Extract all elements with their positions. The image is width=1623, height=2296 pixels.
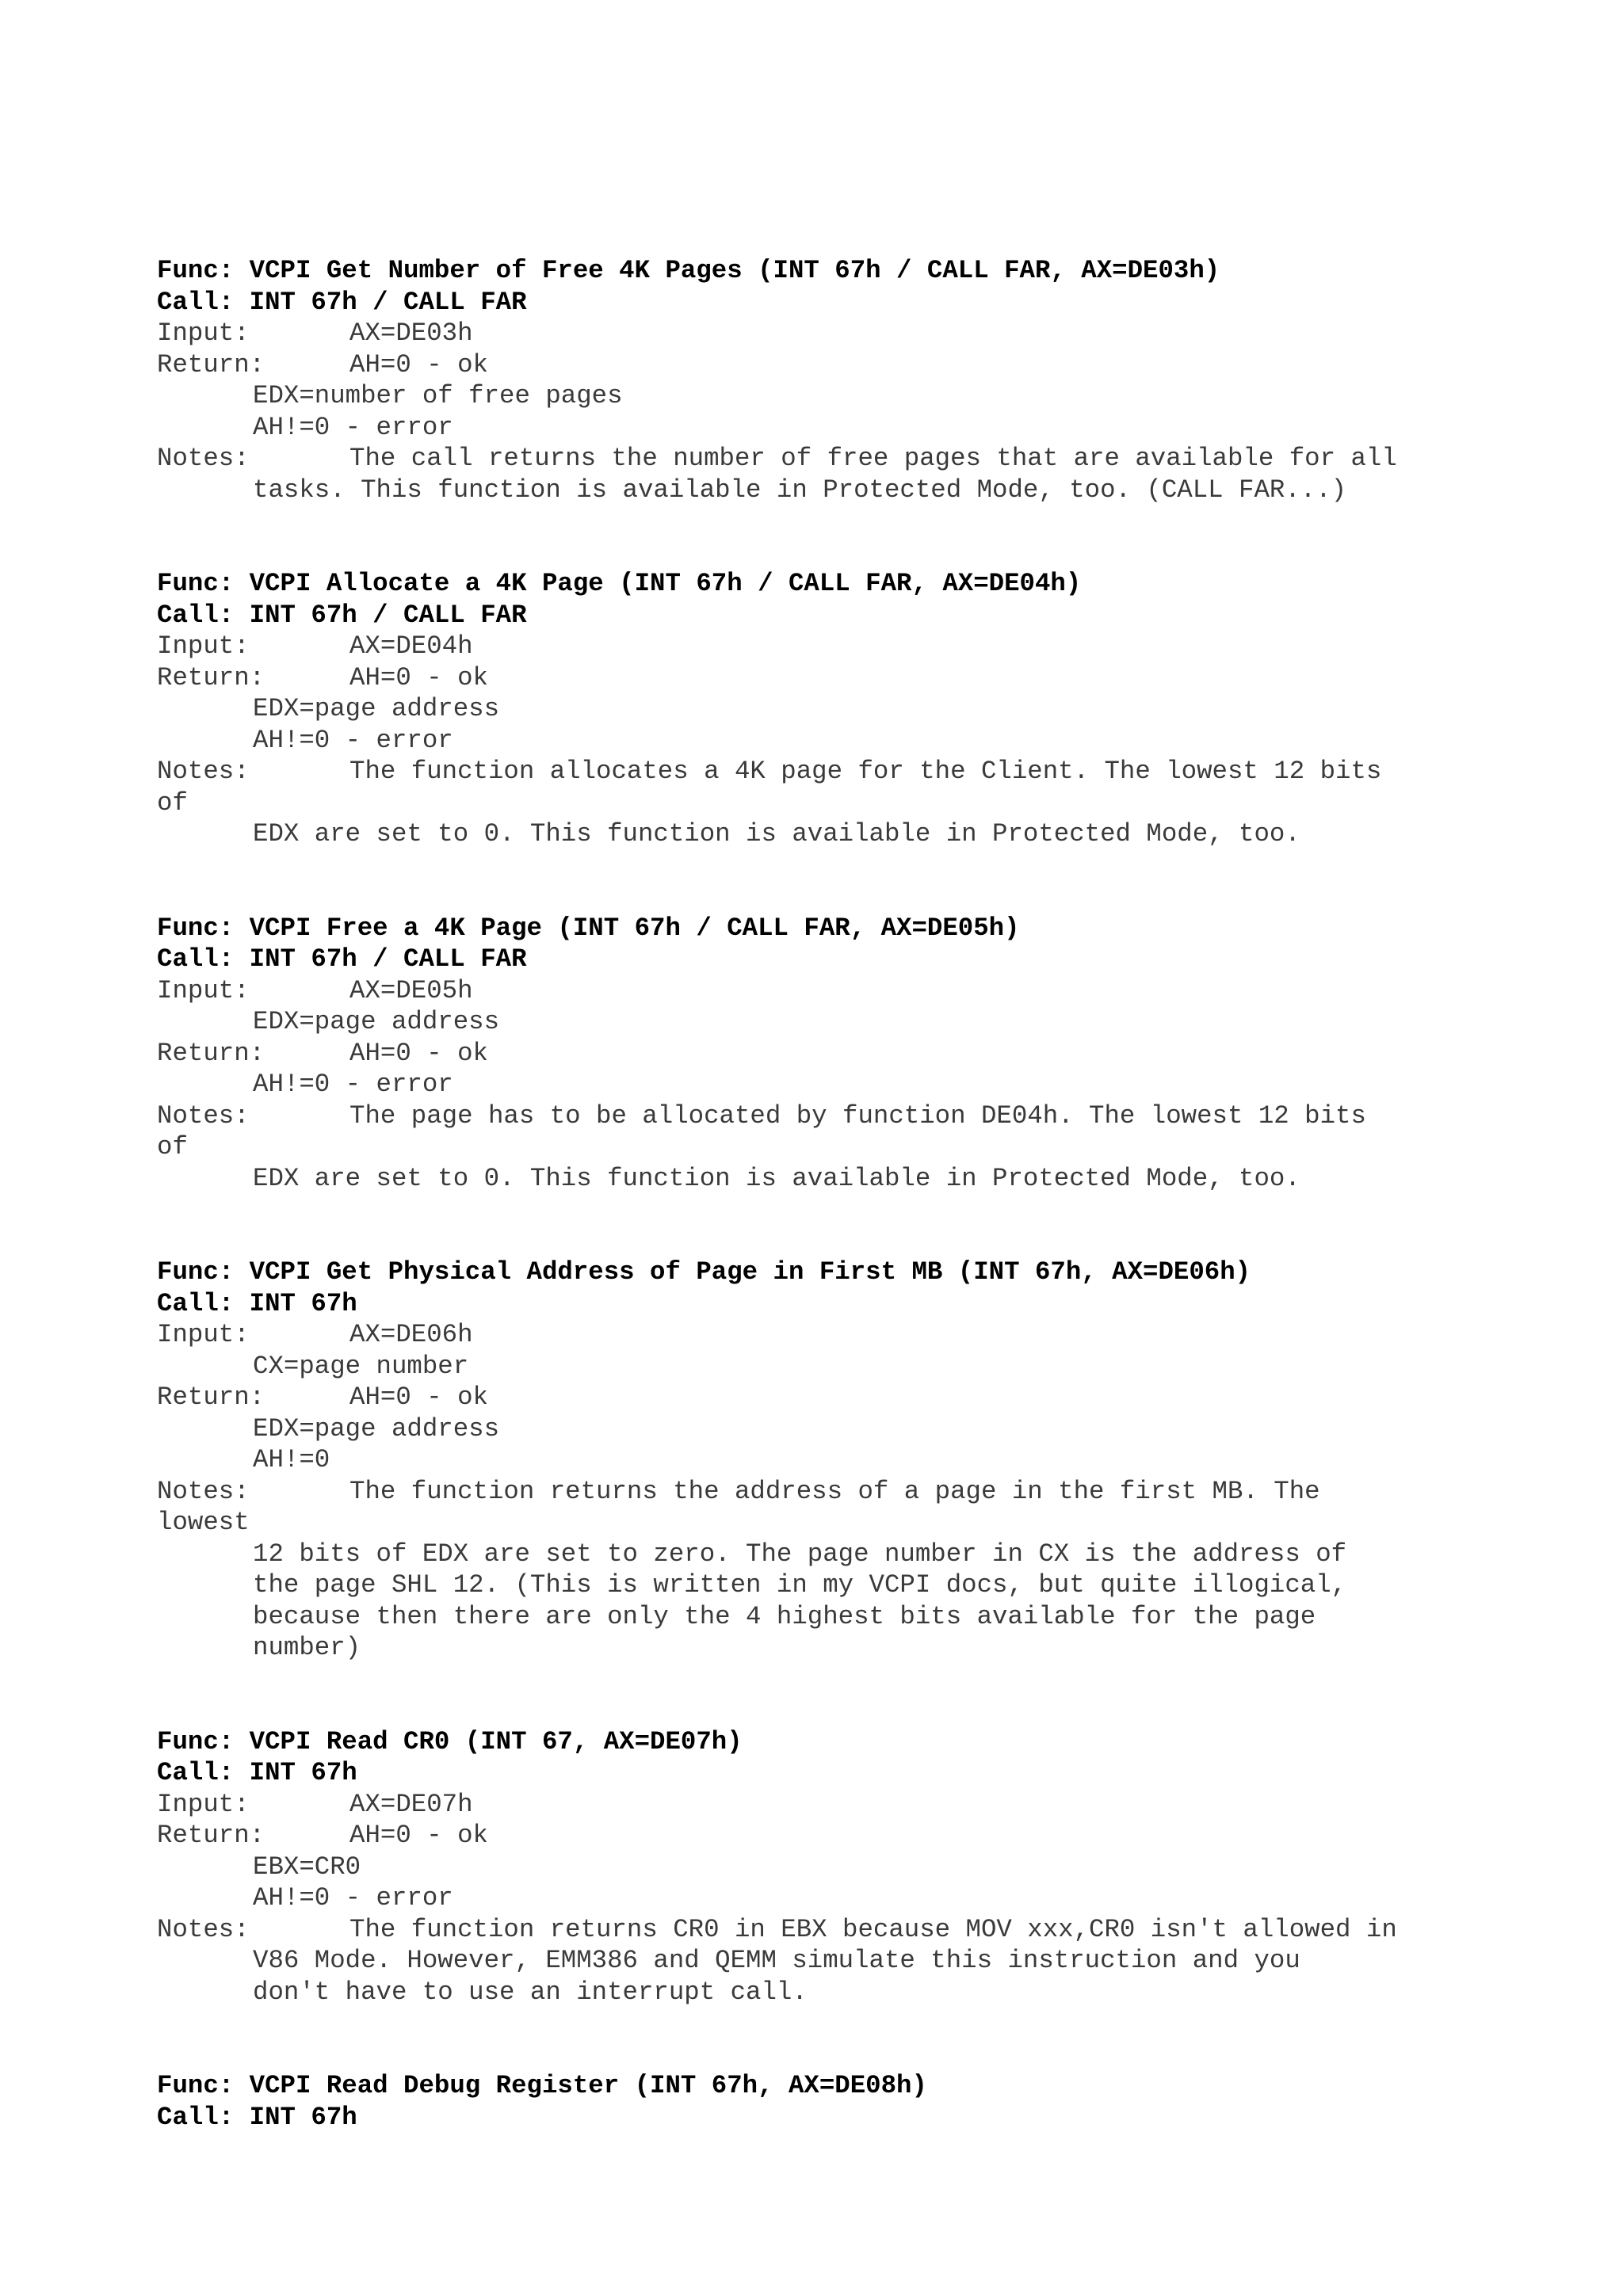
notes-continuation: 12 bits of EDX are set to zero. The page number in CX is the address of (253, 1539, 1347, 1569)
input-line-value: AX=DE05h (349, 975, 473, 1005)
call-line: Call: INT 67h / CALL FAR (157, 287, 527, 317)
notes-line-label: Notes: (157, 1476, 250, 1506)
notes-line-value: The function allocates a 4K page for the Client. The lowest 12 bits (349, 757, 1382, 786)
call-line: Call: INT 67h / CALL FAR (157, 944, 527, 974)
return-line-label: Return: (157, 662, 265, 692)
return-line (157, 662, 1583, 694)
return-line-value: AH=0 - ok (349, 1821, 488, 1850)
notes-line-label: Notes: (157, 757, 250, 786)
func-heading: Func: VCPI Read CR0 (INT 67, AX=DE07h) (157, 1726, 743, 1756)
return-continuation: EDX=number of free pages (253, 381, 623, 410)
return-line-label: Return: (157, 1821, 265, 1850)
func-heading: Func: VCPI Free a 4K Page (INT 67h / CALL FAR, AX=DE05h) (157, 913, 1020, 943)
input-line-label: Input: (157, 318, 250, 348)
notes-line-label: Notes: (157, 1100, 250, 1131)
input-line (157, 1319, 1583, 1351)
notes-line (157, 443, 1583, 475)
function-entry (157, 568, 1583, 850)
call-line: Call: INT 67h / CALL FAR (157, 600, 527, 630)
call-line: Call: INT 67h (157, 1288, 357, 1318)
return-line-value: AH=0 - ok (349, 1383, 488, 1412)
input-line-label: Input: (157, 1320, 250, 1349)
notes-line-label: Notes: (157, 1914, 250, 1944)
return-line-value: AH=0 - ok (349, 1038, 488, 1068)
notes-continuation: number) (253, 1633, 361, 1662)
notes-continuation: because then there are only the 4 highest bits available for the page (253, 1601, 1316, 1631)
return-continuation: AH!=0 - error (253, 725, 453, 755)
call-line: Call: INT 67h (157, 2102, 357, 2132)
input-continuation: CX=page number (253, 1351, 469, 1381)
notes-continuation: tasks. This function is available in Protected Mode, too. (CALL FAR...) (253, 475, 1347, 505)
notes-line (157, 756, 1583, 788)
return-line-label: Return: (157, 1038, 265, 1068)
return-continuation: EDX=page address (253, 1413, 500, 1444)
document-page (157, 255, 1583, 2195)
notes-line-value: The function returns the address of a page in the first MB. The (349, 1476, 1320, 1506)
notes-wrap: of (157, 788, 188, 818)
notes-line-value: The call returns the number of free pages that are available for all (349, 444, 1397, 473)
return-line-value: AH=0 - ok (349, 662, 488, 692)
return-line (157, 1820, 1583, 1852)
notes-continuation: EDX are set to 0. This function is available in Protected Mode, too. (253, 1163, 1300, 1193)
return-line (157, 349, 1583, 381)
notes-continuation: V86 Mode. However, EMM386 and QEMM simulate this instruction and you (253, 1946, 1300, 1975)
input-line-value: AX=DE06h (349, 1320, 473, 1349)
return-line-value: AH=0 - ok (349, 349, 488, 379)
input-line-label: Input: (157, 975, 250, 1005)
notes-line (157, 1914, 1583, 1946)
input-line-value: AX=DE03h (349, 318, 473, 348)
return-line-label: Return: (157, 349, 265, 379)
func-heading: Func: VCPI Get Number of Free 4K Pages (INT 67h / CALL FAR, AX=DE03h) (157, 256, 1220, 285)
return-line (157, 1038, 1583, 1070)
input-line (157, 1789, 1583, 1821)
notes-line-value: The function returns CR0 in EBX because MOV xxx,CR0 isn't allowed in (349, 1914, 1397, 1944)
input-line (157, 318, 1583, 349)
input-line-value: AX=DE07h (349, 1789, 473, 1819)
notes-line-label: Notes: (157, 444, 250, 473)
func-heading: Func: VCPI Get Physical Address of Page in First MB (INT 67h, AX=DE06h) (157, 1257, 1251, 1287)
return-line (157, 1382, 1583, 1413)
function-entry (157, 1726, 1583, 2008)
notes-wrap: of (157, 1132, 188, 1161)
notes-continuation: don't have to use an interrupt call. (253, 1977, 808, 2007)
input-line-label: Input: (157, 1789, 250, 1819)
return-continuation: AH!=0 (253, 1445, 330, 1474)
notes-wrap: lowest (157, 1508, 250, 1537)
call-line: Call: INT 67h (157, 1758, 357, 1787)
return-continuation: AH!=0 - error (253, 1883, 453, 1913)
function-entry (157, 255, 1583, 505)
return-continuation: EBX=CR0 (253, 1852, 361, 1882)
function-entry (157, 913, 1583, 1195)
return-line-label: Return: (157, 1383, 265, 1412)
input-line (157, 631, 1583, 662)
notes-line (157, 1100, 1583, 1132)
input-line-value: AX=DE04h (349, 631, 473, 661)
return-continuation: AH!=0 - error (253, 412, 453, 442)
notes-line-value: The page has to be allocated by function DE04h. The lowest 12 bits (349, 1100, 1366, 1131)
notes-continuation: EDX are set to 0. This function is available in Protected Mode, too. (253, 819, 1300, 849)
input-continuation: EDX=page address (253, 1007, 500, 1036)
notes-line (157, 1476, 1583, 1508)
notes-continuation: the page SHL 12. (This is written in my VCPI docs, but quite illogical, (253, 1570, 1347, 1600)
input-line-label: Input: (157, 631, 250, 661)
input-line (157, 975, 1583, 1007)
function-entry (157, 1257, 1583, 1664)
function-entry (157, 2070, 1583, 2133)
func-heading: Func: VCPI Allocate a 4K Page (INT 67h / CALL FAR, AX=DE04h) (157, 569, 1082, 598)
return-continuation: AH!=0 - error (253, 1070, 453, 1099)
func-heading: Func: VCPI Read Debug Register (INT 67h, AX=DE08h) (157, 2071, 927, 2100)
return-continuation: EDX=page address (253, 694, 500, 723)
